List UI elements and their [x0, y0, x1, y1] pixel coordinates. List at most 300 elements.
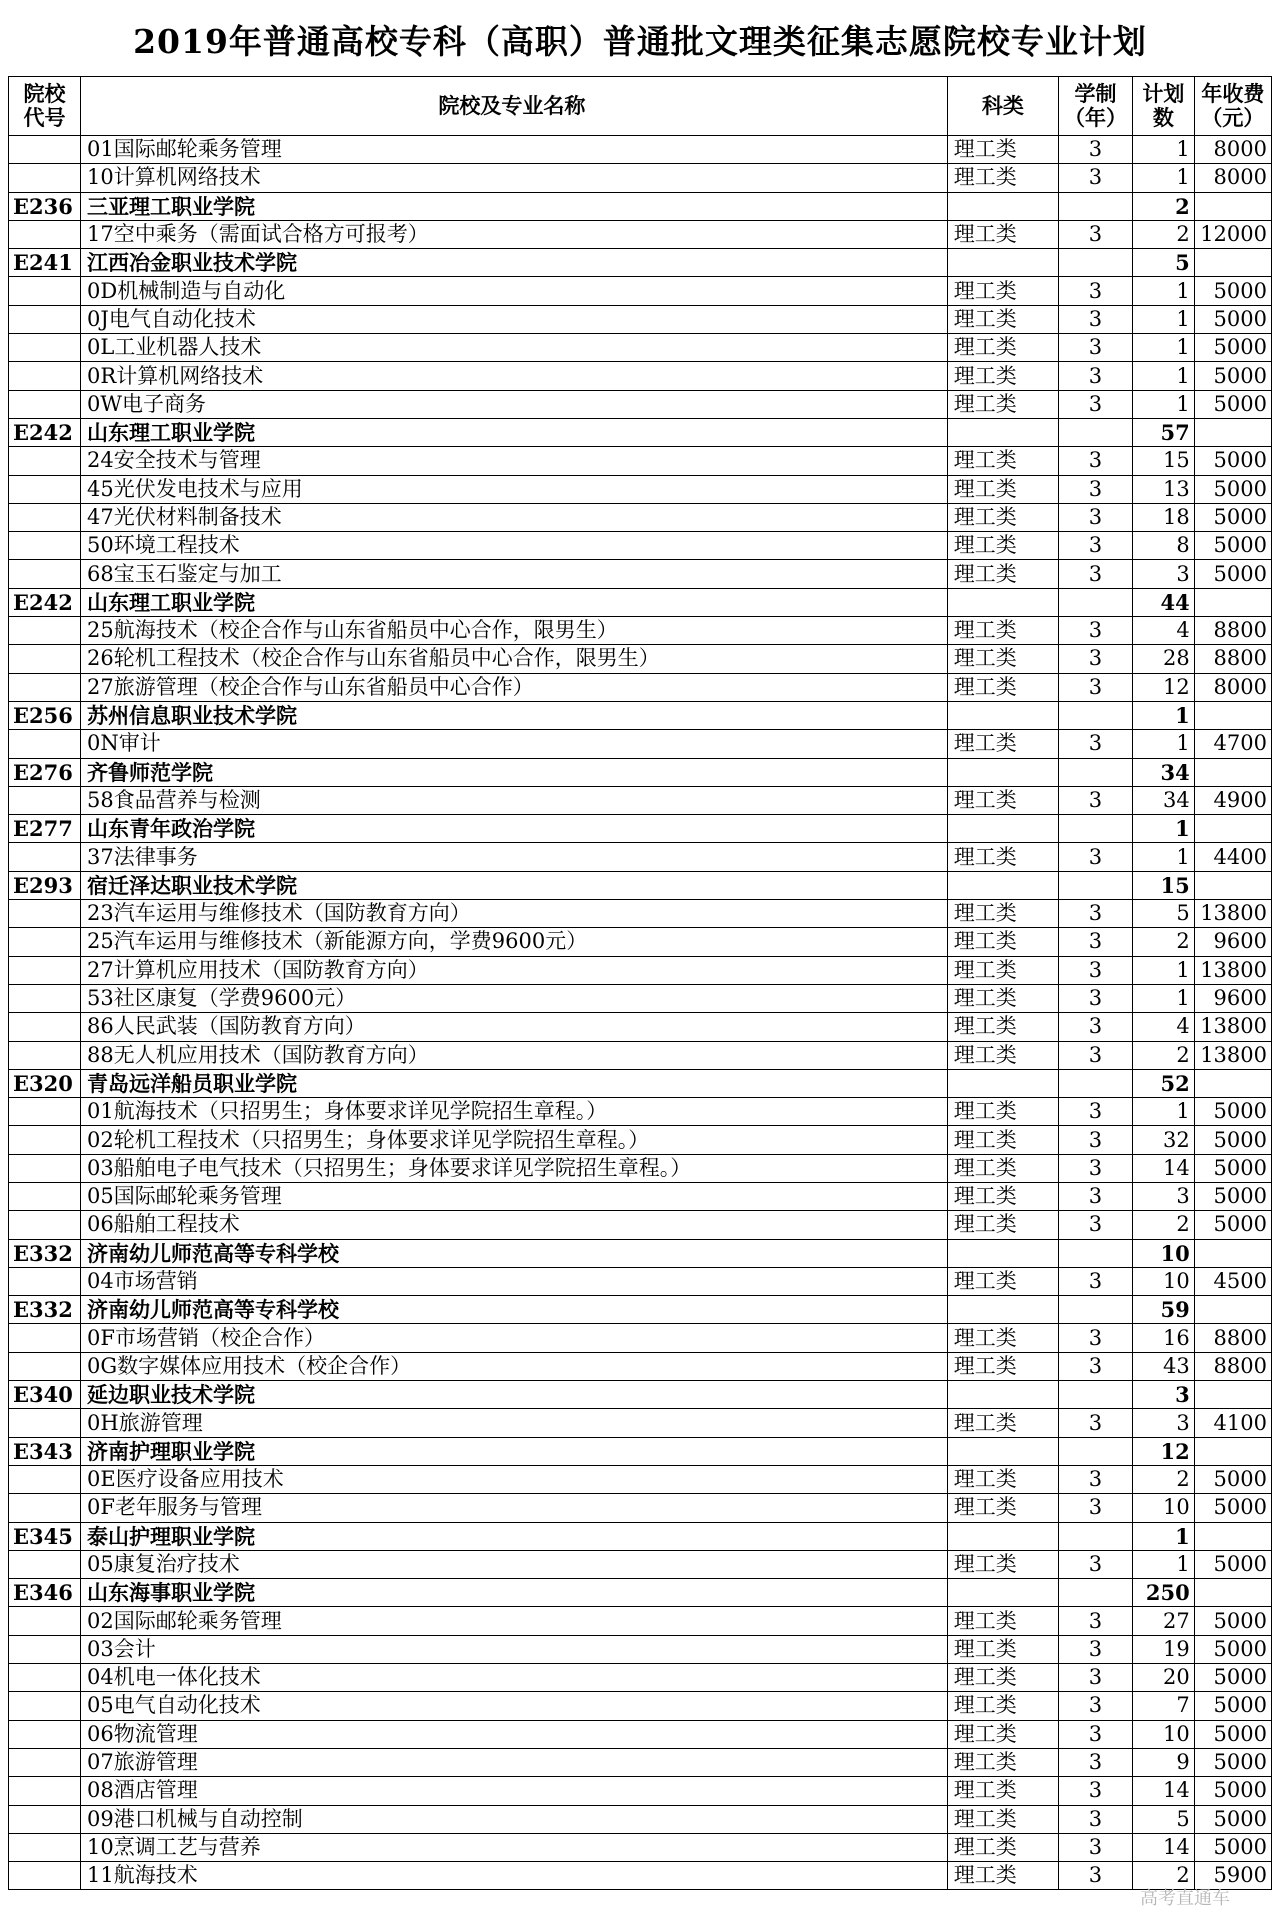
major-category-cell: 理工类 [947, 1211, 1058, 1239]
major-name-cell: 53社区康复（学费9600元） [81, 984, 948, 1012]
major-fee-cell: 5000 [1194, 1465, 1271, 1493]
major-category-cell: 理工类 [947, 928, 1058, 956]
major-category-cell: 理工类 [947, 956, 1058, 984]
major-row [9, 673, 1272, 701]
major-fee-cell: 8800 [1194, 645, 1271, 673]
school-plan-cell: 59 [1133, 1296, 1195, 1324]
major-category-cell: 理工类 [947, 1550, 1058, 1578]
major-school-code-cell [9, 362, 81, 390]
header-fee-line1: 年收费 [1201, 81, 1265, 106]
school-plan-cell: 3 [1133, 1381, 1195, 1409]
major-name-cell: 23汽车运用与维修技术（国防教育方向） [81, 900, 948, 928]
school-school-code-cell: E332 [9, 1239, 81, 1267]
school-row [9, 192, 1272, 220]
major-category-cell: 理工类 [947, 1805, 1058, 1833]
major-category-cell: 理工类 [947, 1098, 1058, 1126]
major-years-cell: 3 [1058, 1494, 1132, 1522]
major-name-cell: 10烹调工艺与营养 [81, 1833, 948, 1861]
major-school-code-cell [9, 390, 81, 418]
school-plan-cell: 1 [1133, 701, 1195, 729]
major-name-cell: 47光伏材料制备技术 [81, 503, 948, 531]
school-row [9, 1381, 1272, 1409]
header-plan-line1: 计划 [1142, 81, 1185, 106]
major-plan-cell: 3 [1133, 1409, 1195, 1437]
major-years-cell: 3 [1058, 532, 1132, 560]
major-name-cell: 02轮机工程技术（只招男生；身体要求详见学院招生章程。） [81, 1126, 948, 1154]
major-plan-cell: 14 [1133, 1154, 1195, 1182]
school-plan-cell: 1 [1133, 815, 1195, 843]
major-years-cell: 3 [1058, 1182, 1132, 1210]
school-row [9, 588, 1272, 616]
major-years-cell: 3 [1058, 1126, 1132, 1154]
school-years-cell [1058, 1437, 1132, 1465]
header-category: 科类 [947, 77, 1058, 136]
major-category-cell: 理工类 [947, 1664, 1058, 1692]
school-plan-cell: 44 [1133, 588, 1195, 616]
major-years-cell: 3 [1058, 164, 1132, 192]
major-years-cell: 3 [1058, 1409, 1132, 1437]
school-row [9, 1069, 1272, 1097]
major-plan-cell: 8 [1133, 532, 1195, 560]
major-category-cell: 理工类 [947, 673, 1058, 701]
major-school-code-cell [9, 984, 81, 1012]
major-plan-cell: 1 [1133, 362, 1195, 390]
school-name-cell: 山东海事职业学院 [81, 1579, 948, 1607]
major-category-cell: 理工类 [947, 1833, 1058, 1861]
school-name-cell: 济南幼儿师范高等专科学校 [81, 1296, 948, 1324]
table-body [9, 136, 1272, 1890]
major-fee-cell: 5000 [1194, 447, 1271, 475]
major-fee-cell: 4900 [1194, 786, 1271, 814]
major-school-code-cell [9, 1635, 81, 1663]
school-years-cell [1058, 815, 1132, 843]
major-name-cell: 37法律事务 [81, 843, 948, 871]
header-school-code [9, 77, 81, 136]
school-years-cell [1058, 758, 1132, 786]
major-row [9, 1494, 1272, 1522]
school-category-cell [947, 758, 1058, 786]
major-fee-cell: 5000 [1194, 1182, 1271, 1210]
major-category-cell: 理工类 [947, 1465, 1058, 1493]
school-category-cell [947, 1239, 1058, 1267]
major-plan-cell: 1 [1133, 730, 1195, 758]
major-fee-cell: 13800 [1194, 1013, 1271, 1041]
school-school-code-cell: E242 [9, 588, 81, 616]
major-name-cell: 0N审计 [81, 730, 948, 758]
major-name-cell: 05电气自动化技术 [81, 1692, 948, 1720]
school-name-cell: 山东理工职业学院 [81, 588, 948, 616]
major-name-cell: 0G数字媒体应用技术（校企合作） [81, 1352, 948, 1380]
major-fee-cell: 5000 [1194, 1720, 1271, 1748]
major-school-code-cell [9, 1805, 81, 1833]
major-years-cell: 3 [1058, 1154, 1132, 1182]
major-fee-cell: 13800 [1194, 900, 1271, 928]
major-years-cell: 3 [1058, 362, 1132, 390]
major-row [9, 1550, 1272, 1578]
major-fee-cell: 5000 [1194, 334, 1271, 362]
major-category-cell: 理工类 [947, 1607, 1058, 1635]
major-school-code-cell [9, 1777, 81, 1805]
major-fee-cell: 9600 [1194, 984, 1271, 1012]
major-name-cell: 11航海技术 [81, 1862, 948, 1890]
major-row [9, 1352, 1272, 1380]
major-school-code-cell [9, 164, 81, 192]
school-fee-cell [1194, 1239, 1271, 1267]
major-years-cell: 3 [1058, 390, 1132, 418]
school-plan-cell: 10 [1133, 1239, 1195, 1267]
major-row [9, 1324, 1272, 1352]
major-fee-cell: 8000 [1194, 164, 1271, 192]
page-title: 2019年普通高校专科（高职）普通批文理类征集志愿院校专业计划 [133, 22, 1147, 61]
major-category-cell: 理工类 [947, 1748, 1058, 1776]
school-plan-cell: 52 [1133, 1069, 1195, 1097]
major-name-cell: 06船舶工程技术 [81, 1211, 948, 1239]
school-name-cell: 延边职业技术学院 [81, 1381, 948, 1409]
major-years-cell: 3 [1058, 1692, 1132, 1720]
major-years-cell: 3 [1058, 1635, 1132, 1663]
major-fee-cell: 5000 [1194, 1748, 1271, 1776]
major-fee-cell: 5000 [1194, 362, 1271, 390]
major-row [9, 900, 1272, 928]
major-school-code-cell [9, 1324, 81, 1352]
major-name-cell: 88无人机应用技术（国防教育方向） [81, 1041, 948, 1069]
major-name-cell: 03会计 [81, 1635, 948, 1663]
major-years-cell: 3 [1058, 1862, 1132, 1890]
major-plan-cell: 7 [1133, 1692, 1195, 1720]
major-years-cell: 3 [1058, 1465, 1132, 1493]
major-fee-cell: 5000 [1194, 1211, 1271, 1239]
major-plan-cell: 15 [1133, 447, 1195, 475]
major-plan-cell: 1 [1133, 390, 1195, 418]
major-plan-cell: 1 [1133, 136, 1195, 164]
major-fee-cell: 9600 [1194, 928, 1271, 956]
school-row [9, 1437, 1272, 1465]
school-school-code-cell: E236 [9, 192, 81, 220]
major-plan-cell: 16 [1133, 1324, 1195, 1352]
school-years-cell [1058, 192, 1132, 220]
major-fee-cell: 5900 [1194, 1862, 1271, 1890]
major-school-code-cell [9, 1833, 81, 1861]
major-plan-cell: 13 [1133, 475, 1195, 503]
major-category-cell: 理工类 [947, 1182, 1058, 1210]
major-category-cell: 理工类 [947, 164, 1058, 192]
major-years-cell: 3 [1058, 956, 1132, 984]
major-category-cell: 理工类 [947, 786, 1058, 814]
major-name-cell: 0L工业机器人技术 [81, 334, 948, 362]
major-row [9, 136, 1272, 164]
major-category-cell: 理工类 [947, 277, 1058, 305]
school-plan-cell: 15 [1133, 871, 1195, 899]
major-fee-cell: 5000 [1194, 1805, 1271, 1833]
major-category-cell: 理工类 [947, 1352, 1058, 1380]
major-years-cell: 3 [1058, 447, 1132, 475]
major-years-cell: 3 [1058, 1607, 1132, 1635]
school-school-code-cell: E256 [9, 701, 81, 729]
major-plan-cell: 9 [1133, 1748, 1195, 1776]
major-category-cell: 理工类 [947, 1013, 1058, 1041]
school-row [9, 1579, 1272, 1607]
school-school-code-cell: E277 [9, 815, 81, 843]
major-fee-cell: 8800 [1194, 1352, 1271, 1380]
school-school-code-cell: E320 [9, 1069, 81, 1097]
major-category-cell: 理工类 [947, 475, 1058, 503]
major-school-code-cell [9, 1126, 81, 1154]
major-fee-cell: 4500 [1194, 1267, 1271, 1295]
school-row [9, 1522, 1272, 1550]
major-school-code-cell [9, 1664, 81, 1692]
major-school-code-cell [9, 305, 81, 333]
major-school-code-cell [9, 928, 81, 956]
major-category-cell: 理工类 [947, 1494, 1058, 1522]
major-school-code-cell [9, 786, 81, 814]
major-plan-cell: 2 [1133, 1862, 1195, 1890]
major-fee-cell: 5000 [1194, 503, 1271, 531]
major-row [9, 645, 1272, 673]
major-name-cell: 02国际邮轮乘务管理 [81, 1607, 948, 1635]
school-category-cell [947, 1381, 1058, 1409]
major-category-cell: 理工类 [947, 1692, 1058, 1720]
school-name-cell: 三亚理工职业学院 [81, 192, 948, 220]
school-plan-cell: 2 [1133, 192, 1195, 220]
major-category-cell: 理工类 [947, 843, 1058, 871]
watermark: 高考直通车 [1140, 1888, 1230, 1909]
major-name-cell: 07旅游管理 [81, 1748, 948, 1776]
major-fee-cell: 5000 [1194, 1664, 1271, 1692]
school-school-code-cell: E293 [9, 871, 81, 899]
major-row [9, 1607, 1272, 1635]
major-row [9, 928, 1272, 956]
major-school-code-cell [9, 730, 81, 758]
major-years-cell: 3 [1058, 843, 1132, 871]
major-name-cell: 10计算机网络技术 [81, 164, 948, 192]
school-fee-cell [1194, 1522, 1271, 1550]
major-years-cell: 3 [1058, 1013, 1132, 1041]
major-category-cell: 理工类 [947, 645, 1058, 673]
school-name-cell: 苏州信息职业技术学院 [81, 701, 948, 729]
major-category-cell: 理工类 [947, 305, 1058, 333]
major-years-cell: 3 [1058, 984, 1132, 1012]
major-years-cell: 3 [1058, 617, 1132, 645]
major-school-code-cell [9, 1041, 81, 1069]
major-category-cell: 理工类 [947, 447, 1058, 475]
major-row [9, 1211, 1272, 1239]
major-fee-cell: 5000 [1194, 1098, 1271, 1126]
major-plan-cell: 19 [1133, 1635, 1195, 1663]
major-row [9, 1267, 1272, 1295]
major-school-code-cell [9, 1211, 81, 1239]
header-row [9, 77, 1272, 136]
school-fee-cell [1194, 1437, 1271, 1465]
major-school-code-cell [9, 1607, 81, 1635]
major-row [9, 984, 1272, 1012]
major-row [9, 1182, 1272, 1210]
major-school-code-cell [9, 1182, 81, 1210]
major-row [9, 1154, 1272, 1182]
school-fee-cell [1194, 249, 1271, 277]
school-years-cell [1058, 418, 1132, 446]
major-plan-cell: 1 [1133, 164, 1195, 192]
major-row [9, 532, 1272, 560]
major-years-cell: 3 [1058, 475, 1132, 503]
major-years-cell: 3 [1058, 1748, 1132, 1776]
major-plan-cell: 1 [1133, 277, 1195, 305]
header-fee-line2: （元） [1201, 105, 1265, 130]
major-row [9, 277, 1272, 305]
major-years-cell: 3 [1058, 1267, 1132, 1295]
major-name-cell: 01航海技术（只招男生；身体要求详见学院招生章程。） [81, 1098, 948, 1126]
major-plan-cell: 1 [1133, 956, 1195, 984]
major-row [9, 1862, 1272, 1890]
major-school-code-cell [9, 475, 81, 503]
major-name-cell: 08酒店管理 [81, 1777, 948, 1805]
school-name-cell: 齐鲁师范学院 [81, 758, 948, 786]
major-fee-cell: 5000 [1194, 1833, 1271, 1861]
major-fee-cell: 5000 [1194, 560, 1271, 588]
school-name-cell: 泰山护理职业学院 [81, 1522, 948, 1550]
major-name-cell: 27计算机应用技术（国防教育方向） [81, 956, 948, 984]
major-row [9, 617, 1272, 645]
major-years-cell: 3 [1058, 730, 1132, 758]
major-row [9, 956, 1272, 984]
school-row [9, 1296, 1272, 1324]
school-years-cell [1058, 701, 1132, 729]
major-years-cell: 3 [1058, 1041, 1132, 1069]
major-plan-cell: 18 [1133, 503, 1195, 531]
major-years-cell: 3 [1058, 305, 1132, 333]
school-fee-cell [1194, 1069, 1271, 1097]
major-years-cell: 3 [1058, 277, 1132, 305]
major-category-cell: 理工类 [947, 532, 1058, 560]
major-school-code-cell [9, 673, 81, 701]
major-school-code-cell [9, 1465, 81, 1493]
major-fee-cell: 8000 [1194, 673, 1271, 701]
school-category-cell [947, 1296, 1058, 1324]
header-name: 院校及专业名称 [81, 77, 948, 136]
school-name-cell: 青岛远洋船员职业学院 [81, 1069, 948, 1097]
major-school-code-cell [9, 277, 81, 305]
major-school-code-cell [9, 503, 81, 531]
table-header [9, 77, 1272, 136]
major-name-cell: 24安全技术与管理 [81, 447, 948, 475]
major-plan-cell: 1 [1133, 984, 1195, 1012]
major-years-cell: 3 [1058, 786, 1132, 814]
school-name-cell: 山东青年政治学院 [81, 815, 948, 843]
school-plan-cell: 5 [1133, 249, 1195, 277]
major-name-cell: 0R计算机网络技术 [81, 362, 948, 390]
school-plan-cell: 12 [1133, 1437, 1195, 1465]
major-plan-cell: 28 [1133, 645, 1195, 673]
major-fee-cell: 5000 [1194, 1550, 1271, 1578]
major-fee-cell: 4100 [1194, 1409, 1271, 1437]
major-years-cell: 3 [1058, 1098, 1132, 1126]
major-category-cell: 理工类 [947, 362, 1058, 390]
school-fee-cell [1194, 588, 1271, 616]
school-row [9, 758, 1272, 786]
major-row [9, 305, 1272, 333]
school-category-cell [947, 815, 1058, 843]
major-fee-cell: 4700 [1194, 730, 1271, 758]
major-fee-cell: 5000 [1194, 532, 1271, 560]
major-row [9, 1041, 1272, 1069]
school-school-code-cell: E242 [9, 418, 81, 446]
school-name-cell: 江西冶金职业技术学院 [81, 249, 948, 277]
major-fee-cell: 5000 [1194, 1494, 1271, 1522]
school-category-cell [947, 249, 1058, 277]
major-plan-cell: 20 [1133, 1664, 1195, 1692]
major-school-code-cell [9, 136, 81, 164]
header-school-code-line1: 院校 [23, 81, 66, 106]
school-name-cell: 山东理工职业学院 [81, 418, 948, 446]
major-plan-cell: 1 [1133, 843, 1195, 871]
major-years-cell: 3 [1058, 560, 1132, 588]
major-years-cell: 3 [1058, 673, 1132, 701]
header-plan-line2: 数 [1152, 105, 1174, 130]
major-row [9, 1777, 1272, 1805]
major-plan-cell: 12 [1133, 673, 1195, 701]
major-years-cell: 3 [1058, 1352, 1132, 1380]
major-fee-cell: 5000 [1194, 277, 1271, 305]
school-years-cell [1058, 1069, 1132, 1097]
major-fee-cell: 8800 [1194, 1324, 1271, 1352]
major-school-code-cell [9, 560, 81, 588]
major-category-cell: 理工类 [947, 617, 1058, 645]
school-category-cell [947, 871, 1058, 899]
major-category-cell: 理工类 [947, 1777, 1058, 1805]
major-category-cell: 理工类 [947, 390, 1058, 418]
major-school-code-cell [9, 1550, 81, 1578]
major-school-code-cell [9, 1494, 81, 1522]
major-fee-cell: 5000 [1194, 305, 1271, 333]
major-row [9, 1805, 1272, 1833]
major-row [9, 220, 1272, 248]
major-fee-cell: 5000 [1194, 475, 1271, 503]
major-row [9, 164, 1272, 192]
major-years-cell: 3 [1058, 928, 1132, 956]
major-fee-cell: 8800 [1194, 617, 1271, 645]
school-category-cell [947, 1069, 1058, 1097]
major-name-cell: 25汽车运用与维修技术（新能源方向，学费9600元） [81, 928, 948, 956]
major-name-cell: 0W电子商务 [81, 390, 948, 418]
major-plan-cell: 3 [1133, 1182, 1195, 1210]
major-plan-cell: 2 [1133, 220, 1195, 248]
major-plan-cell: 27 [1133, 1607, 1195, 1635]
major-category-cell: 理工类 [947, 220, 1058, 248]
major-category-cell: 理工类 [947, 984, 1058, 1012]
major-plan-cell: 4 [1133, 617, 1195, 645]
school-years-cell [1058, 1579, 1132, 1607]
major-plan-cell: 2 [1133, 928, 1195, 956]
major-name-cell: 50环境工程技术 [81, 532, 948, 560]
school-school-code-cell: E343 [9, 1437, 81, 1465]
major-row [9, 1664, 1272, 1692]
major-school-code-cell [9, 334, 81, 362]
admission-plan-table [8, 76, 1272, 1890]
major-plan-cell: 32 [1133, 1126, 1195, 1154]
major-plan-cell: 1 [1133, 334, 1195, 362]
major-name-cell: 0F市场营销（校企合作） [81, 1324, 948, 1352]
major-fee-cell: 8000 [1194, 136, 1271, 164]
major-school-code-cell [9, 1748, 81, 1776]
school-fee-cell [1194, 871, 1271, 899]
school-school-code-cell: E340 [9, 1381, 81, 1409]
major-school-code-cell [9, 1098, 81, 1126]
header-plan [1133, 77, 1195, 136]
major-row [9, 1126, 1272, 1154]
school-category-cell [947, 1522, 1058, 1550]
major-school-code-cell [9, 1013, 81, 1041]
header-years-line1: 学制 [1074, 81, 1117, 106]
major-row [9, 1409, 1272, 1437]
